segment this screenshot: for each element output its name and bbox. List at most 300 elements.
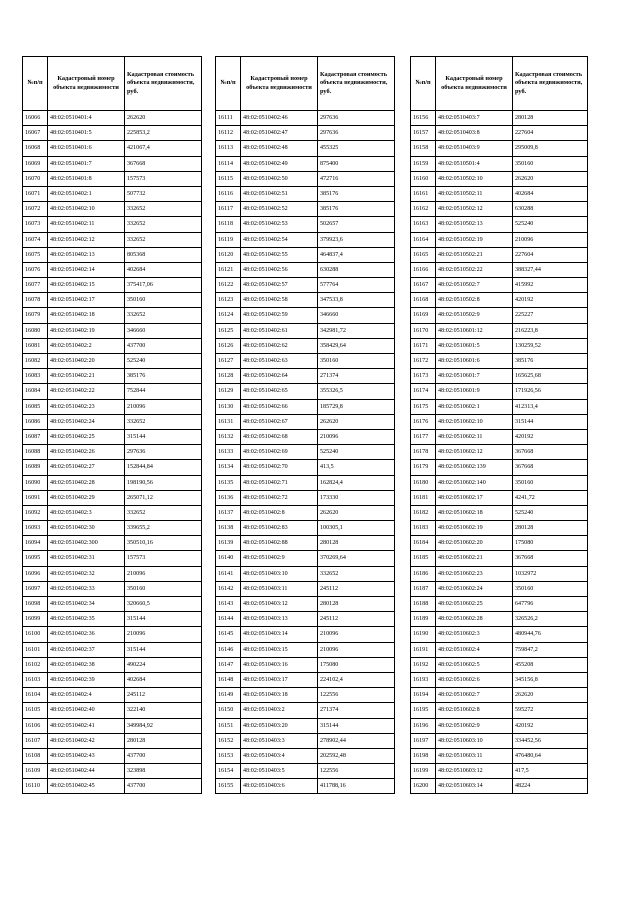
table-row xyxy=(216,718,395,733)
cadastral-cost: 320660,5 xyxy=(125,597,202,612)
table-row xyxy=(411,581,588,596)
cadastral-number: 48:02:0510402:45 xyxy=(48,779,125,794)
table-row xyxy=(216,475,395,490)
row-number: 16082 xyxy=(23,354,48,369)
row-number: 16192 xyxy=(411,657,436,672)
cadastral-number: 48:02:0510403:12 xyxy=(241,597,318,612)
row-number: 16070 xyxy=(23,171,48,186)
row-number: 16095 xyxy=(23,551,48,566)
cadastral-number: 48:02:0510402:21 xyxy=(48,369,125,384)
table-row xyxy=(23,703,202,718)
row-number: 16101 xyxy=(23,642,48,657)
header-cost: Кадастровая стоимость объекта недвижимости, руб. xyxy=(318,57,395,111)
table-row xyxy=(23,384,202,399)
table-row xyxy=(216,672,395,687)
table-row xyxy=(411,551,588,566)
table-row xyxy=(216,247,395,262)
cadastral-cost: 175080 xyxy=(513,536,588,551)
cadastral-number: 48:02:0510403:5 xyxy=(241,764,318,779)
table-row xyxy=(411,293,588,308)
table-row xyxy=(23,232,202,247)
cadastral-cost: 262620 xyxy=(318,505,395,520)
cadastral-cost: 202592,48 xyxy=(318,748,395,763)
cadastral-cost: 595272 xyxy=(513,703,588,718)
header-cost: Кадастровая стоимость объекта недвижимости, руб. xyxy=(513,57,588,111)
table-row xyxy=(216,323,395,338)
cadastral-number: 48:02:0510502:10 xyxy=(436,171,513,186)
table-row xyxy=(23,111,202,126)
table-row xyxy=(411,505,588,520)
cadastral-number: 48:02:0510402:46 xyxy=(241,111,318,126)
cadastral-cost: 630288 xyxy=(513,202,588,217)
cadastral-cost: 100305,1 xyxy=(318,521,395,536)
cadastral-number: 48:02:0510403:20 xyxy=(241,718,318,733)
row-number: 16159 xyxy=(411,156,436,171)
cadastral-cost: 295009,8 xyxy=(513,141,588,156)
cadastral-cost: 332652 xyxy=(125,232,202,247)
cadastral-number: 48:02:0510502:21 xyxy=(436,247,513,262)
cadastral-number: 48:02:0510402:31 xyxy=(48,551,125,566)
table-row xyxy=(216,429,395,444)
row-number: 16121 xyxy=(216,262,241,277)
row-number: 16066 xyxy=(23,111,48,126)
cadastral-cost: 388327,44 xyxy=(513,262,588,277)
row-number: 16113 xyxy=(216,141,241,156)
row-number: 16169 xyxy=(411,308,436,323)
cadastral-cost: 245112 xyxy=(318,612,395,627)
table-row xyxy=(411,141,588,156)
table-row xyxy=(216,536,395,551)
cadastral-number: 48:02:0510502:8 xyxy=(436,293,513,308)
table-row xyxy=(23,141,202,156)
row-number: 16091 xyxy=(23,490,48,505)
cadastral-number: 48:02:0510402:34 xyxy=(48,597,125,612)
table-row xyxy=(411,278,588,293)
cadastral-cost: 297636 xyxy=(318,126,395,141)
cadastral-cost: 332652 xyxy=(125,308,202,323)
cadastral-number: 48:02:0510402:32 xyxy=(48,566,125,581)
cadastral-number: 48:02:0510402:28 xyxy=(48,475,125,490)
cadastral-number: 48:02:0510402:52 xyxy=(241,202,318,217)
cadastral-number: 48:02:0510602:1 xyxy=(436,399,513,414)
header-num: №п/п xyxy=(216,57,241,111)
table-row xyxy=(216,581,395,596)
cadastral-cost: 759847,2 xyxy=(513,642,588,657)
cadastral-number: 48:02:0510402:43 xyxy=(48,748,125,763)
row-number: 16173 xyxy=(411,369,436,384)
table-row xyxy=(411,156,588,171)
row-number: 16103 xyxy=(23,672,48,687)
table-row xyxy=(23,338,202,353)
table-row xyxy=(23,202,202,217)
row-number: 16111 xyxy=(216,111,241,126)
cadastral-cost: 122556 xyxy=(318,688,395,703)
table-row xyxy=(23,171,202,186)
row-number: 16118 xyxy=(216,217,241,232)
cadastral-cost: 262620 xyxy=(513,688,588,703)
cadastral-table-1 xyxy=(22,56,202,794)
cadastral-number: 48:02:0510502:9 xyxy=(436,308,513,323)
cadastral-number: 48:02:0510402:58 xyxy=(241,293,318,308)
cadastral-number: 48:02:0510602:10 xyxy=(436,414,513,429)
table-row xyxy=(23,688,202,703)
cadastral-number: 48:02:0510402:55 xyxy=(241,247,318,262)
row-number: 16197 xyxy=(411,733,436,748)
cadastral-number: 48:02:0510403:9 xyxy=(436,141,513,156)
cadastral-number: 48:02:0510402:22 xyxy=(48,384,125,399)
table-row xyxy=(216,262,395,277)
cadastral-cost: 345156,8 xyxy=(513,672,588,687)
cadastral-number: 48:02:0510402:67 xyxy=(241,414,318,429)
row-number: 16165 xyxy=(411,247,436,262)
cadastral-number: 48:02:0510602:7 xyxy=(436,688,513,703)
cadastral-number: 48:02:0510601:5 xyxy=(436,338,513,353)
row-number: 16068 xyxy=(23,141,48,156)
cadastral-cost: 349984,92 xyxy=(125,718,202,733)
cadastral-number: 48:02:0510402:40 xyxy=(48,703,125,718)
header-row xyxy=(23,57,202,111)
cadastral-cost: 171926,56 xyxy=(513,384,588,399)
table-row xyxy=(216,445,395,460)
cadastral-number: 48:02:0510402:72 xyxy=(241,490,318,505)
table-row xyxy=(23,278,202,293)
cadastral-number: 48:02:0510402:11 xyxy=(48,217,125,232)
cadastral-cost: 413,5 xyxy=(318,460,395,475)
cadastral-cost: 417,5 xyxy=(513,764,588,779)
row-number: 16175 xyxy=(411,399,436,414)
cadastral-cost: 210096 xyxy=(513,232,588,247)
row-number: 16077 xyxy=(23,278,48,293)
table-row xyxy=(23,323,202,338)
table-row xyxy=(23,779,202,794)
cadastral-number: 48:02:0510402:33 xyxy=(48,581,125,596)
row-number: 16186 xyxy=(411,566,436,581)
cadastral-number: 48:02:0510602:140 xyxy=(436,475,513,490)
cadastral-number: 48:02:0510401:8 xyxy=(48,171,125,186)
row-number: 16196 xyxy=(411,718,436,733)
cadastral-cost: 162824,4 xyxy=(318,475,395,490)
row-number: 16131 xyxy=(216,414,241,429)
table-row xyxy=(23,581,202,596)
table-row xyxy=(411,703,588,718)
table-row xyxy=(411,369,588,384)
table-row xyxy=(216,399,395,414)
row-number: 16093 xyxy=(23,521,48,536)
row-number: 16149 xyxy=(216,688,241,703)
cadastral-number: 48:02:0510602:19 xyxy=(436,521,513,536)
row-number: 16182 xyxy=(411,505,436,520)
cadastral-cost: 370269,64 xyxy=(318,551,395,566)
row-number: 16167 xyxy=(411,278,436,293)
cadastral-number: 48:02:0510402:39 xyxy=(48,672,125,687)
table-row xyxy=(411,718,588,733)
cadastral-number: 48:02:0510602:23 xyxy=(436,566,513,581)
row-number: 16133 xyxy=(216,445,241,460)
cadastral-number: 48:02:0510403:17 xyxy=(241,672,318,687)
cadastral-number: 48:02:0510403:8 xyxy=(436,126,513,141)
header-cadnum: Кадастровый номер объекта недвижимости xyxy=(241,57,318,111)
cadastral-number: 48:02:0510502:19 xyxy=(436,232,513,247)
table-row xyxy=(411,111,588,126)
cadastral-number: 48:02:0510402:54 xyxy=(241,232,318,247)
row-number: 16157 xyxy=(411,126,436,141)
row-number: 16153 xyxy=(216,748,241,763)
cadastral-cost: 752844 xyxy=(125,384,202,399)
row-number: 16099 xyxy=(23,612,48,627)
table-row xyxy=(411,354,588,369)
cadastral-number: 48:02:0510402:27 xyxy=(48,460,125,475)
table-row xyxy=(216,126,395,141)
cadastral-cost: 358429,64 xyxy=(318,338,395,353)
table-row xyxy=(216,505,395,520)
row-number: 16122 xyxy=(216,278,241,293)
table-row xyxy=(411,475,588,490)
table-row xyxy=(216,202,395,217)
table-row xyxy=(23,414,202,429)
cadastral-number: 48:02:0510402:35 xyxy=(48,612,125,627)
cadastral-number: 48:02:0510602:3 xyxy=(436,627,513,642)
row-number: 16184 xyxy=(411,536,436,551)
cadastral-cost: 280128 xyxy=(318,597,395,612)
cadastral-cost: 225227 xyxy=(513,308,588,323)
cadastral-number: 48:02:0510402:51 xyxy=(241,186,318,201)
cadastral-number: 48:02:0510402:14 xyxy=(48,262,125,277)
row-number: 16129 xyxy=(216,384,241,399)
row-number: 16189 xyxy=(411,612,436,627)
table-row xyxy=(411,566,588,581)
cadastral-cost: 271374 xyxy=(318,369,395,384)
table-row xyxy=(23,642,202,657)
row-number: 16154 xyxy=(216,764,241,779)
cadastral-number: 48:02:0510402:70 xyxy=(241,460,318,475)
cadastral-number: 48:02:0510402:49 xyxy=(241,156,318,171)
table-row xyxy=(411,657,588,672)
table-row xyxy=(23,490,202,505)
table-row xyxy=(23,566,202,581)
table-row xyxy=(216,171,395,186)
row-number: 16140 xyxy=(216,551,241,566)
header-num: №п/п xyxy=(411,57,436,111)
table-row xyxy=(411,202,588,217)
cadastral-number: 48:02:0510403:10 xyxy=(241,566,318,581)
row-number: 16176 xyxy=(411,414,436,429)
row-number: 16130 xyxy=(216,399,241,414)
cadastral-cost: 367668 xyxy=(513,551,588,566)
cadastral-number: 48:02:0510502:22 xyxy=(436,262,513,277)
row-number: 16148 xyxy=(216,672,241,687)
cadastral-number: 48:02:0510403:7 xyxy=(436,111,513,126)
cadastral-cost: 421067,4 xyxy=(125,141,202,156)
table-row xyxy=(23,521,202,536)
row-number: 16132 xyxy=(216,429,241,444)
table-row xyxy=(23,748,202,763)
table-row xyxy=(411,460,588,475)
cadastral-cost: 350160 xyxy=(125,293,202,308)
table-row xyxy=(216,490,395,505)
row-number: 16150 xyxy=(216,703,241,718)
table-row xyxy=(411,688,588,703)
cadastral-cost: 339655,2 xyxy=(125,521,202,536)
table-row xyxy=(411,733,588,748)
cadastral-number: 48:02:0510602:21 xyxy=(436,551,513,566)
cadastral-cost: 525240 xyxy=(513,505,588,520)
cadastral-number: 48:02:0510402:37 xyxy=(48,642,125,657)
table-row xyxy=(23,597,202,612)
row-number: 16112 xyxy=(216,126,241,141)
row-number: 16076 xyxy=(23,262,48,277)
cadastral-cost: 367668 xyxy=(513,445,588,460)
table-row xyxy=(216,460,395,475)
table-row xyxy=(411,217,588,232)
row-number: 16174 xyxy=(411,384,436,399)
table-row xyxy=(411,232,588,247)
row-number: 16135 xyxy=(216,475,241,490)
cadastral-number: 48:02:0510402:10 xyxy=(48,202,125,217)
row-number: 16105 xyxy=(23,703,48,718)
cadastral-number: 48:02:0510401:4 xyxy=(48,111,125,126)
row-number: 16069 xyxy=(23,156,48,171)
table-row xyxy=(23,460,202,475)
cadastral-cost: 472716 xyxy=(318,171,395,186)
row-number: 16152 xyxy=(216,733,241,748)
cadastral-number: 48:02:0510402:57 xyxy=(241,278,318,293)
table-row xyxy=(411,672,588,687)
row-number: 16079 xyxy=(23,308,48,323)
row-number: 16163 xyxy=(411,217,436,232)
cadastral-cost: 402684 xyxy=(125,262,202,277)
row-number: 16080 xyxy=(23,323,48,338)
table-row xyxy=(411,445,588,460)
table-row xyxy=(411,399,588,414)
cadastral-number: 48:02:0510601:6 xyxy=(436,354,513,369)
cadastral-number: 48:02:0510402:24 xyxy=(48,414,125,429)
cadastral-number: 48:02:0510602:6 xyxy=(436,672,513,687)
table-row xyxy=(23,429,202,444)
table-row xyxy=(411,627,588,642)
cadastral-cost: 367668 xyxy=(125,156,202,171)
row-number: 16084 xyxy=(23,384,48,399)
table-row xyxy=(216,232,395,247)
cadastral-number: 48:02:0510602:18 xyxy=(436,505,513,520)
row-number: 16180 xyxy=(411,475,436,490)
table-row xyxy=(216,627,395,642)
cadastral-cost: 379923,6 xyxy=(318,232,395,247)
table-row xyxy=(411,247,588,262)
table-row xyxy=(411,779,588,794)
header-row xyxy=(216,57,395,111)
row-number: 16104 xyxy=(23,688,48,703)
table-row xyxy=(216,156,395,171)
row-number: 16119 xyxy=(216,232,241,247)
table-row xyxy=(216,338,395,353)
row-number: 16188 xyxy=(411,597,436,612)
row-number: 16139 xyxy=(216,536,241,551)
table-row xyxy=(216,703,395,718)
row-number: 16078 xyxy=(23,293,48,308)
cadastral-cost: 347533,8 xyxy=(318,293,395,308)
row-number: 16100 xyxy=(23,627,48,642)
cadastral-cost: 385176 xyxy=(513,354,588,369)
table-row xyxy=(216,308,395,323)
row-number: 16125 xyxy=(216,323,241,338)
table-row xyxy=(23,505,202,520)
table-row xyxy=(23,672,202,687)
table-row xyxy=(23,126,202,141)
table-row xyxy=(216,612,395,627)
row-number: 16123 xyxy=(216,293,241,308)
cadastral-cost: 332652 xyxy=(318,566,395,581)
cadastral-cost: 402684 xyxy=(513,186,588,201)
cadastral-number: 48:02:0510601:12 xyxy=(436,323,513,338)
cadastral-cost: 437700 xyxy=(125,779,202,794)
table-row xyxy=(216,764,395,779)
row-number: 16195 xyxy=(411,703,436,718)
cadastral-cost: 350160 xyxy=(318,354,395,369)
cadastral-cost: 437700 xyxy=(125,748,202,763)
table-row xyxy=(216,186,395,201)
cadastral-cost: 48224 xyxy=(513,779,588,794)
row-number: 16181 xyxy=(411,490,436,505)
table-row xyxy=(216,642,395,657)
cadastral-cost: 297636 xyxy=(318,111,395,126)
cadastral-cost: 4241,72 xyxy=(513,490,588,505)
cadastral-cost: 411788,16 xyxy=(318,779,395,794)
row-number: 16151 xyxy=(216,718,241,733)
cadastral-cost: 420192 xyxy=(513,429,588,444)
cadastral-cost: 157573 xyxy=(125,551,202,566)
cadastral-cost: 280128 xyxy=(513,111,588,126)
cadastral-number: 48:02:0510402:19 xyxy=(48,323,125,338)
cadastral-number: 48:02:0510402:12 xyxy=(48,232,125,247)
row-number: 16161 xyxy=(411,186,436,201)
cadastral-number: 48:02:0510602:28 xyxy=(436,612,513,627)
row-number: 16190 xyxy=(411,627,436,642)
cadastral-number: 48:02:0510502:13 xyxy=(436,217,513,232)
cadastral-number: 48:02:0510402:4 xyxy=(48,688,125,703)
row-number: 16162 xyxy=(411,202,436,217)
row-number: 16143 xyxy=(216,597,241,612)
cadastral-cost: 262620 xyxy=(513,171,588,186)
row-number: 16158 xyxy=(411,141,436,156)
table-row xyxy=(411,126,588,141)
cadastral-number: 48:02:0510401:7 xyxy=(48,156,125,171)
cadastral-number: 48:02:0510402:48 xyxy=(241,141,318,156)
cadastral-cost: 210096 xyxy=(125,566,202,581)
cadastral-number: 48:02:0510402:69 xyxy=(241,445,318,460)
row-number: 16089 xyxy=(23,460,48,475)
table-row xyxy=(411,429,588,444)
cadastral-cost: 265071,12 xyxy=(125,490,202,505)
table-row xyxy=(23,612,202,627)
row-number: 16067 xyxy=(23,126,48,141)
cadastral-cost: 805368 xyxy=(125,247,202,262)
cadastral-table-3 xyxy=(410,56,588,794)
cadastral-cost: 262620 xyxy=(125,111,202,126)
cadastral-number: 48:02:0510402:56 xyxy=(241,262,318,277)
cadastral-cost: 227604 xyxy=(513,247,588,262)
cadastral-cost: 577764 xyxy=(318,278,395,293)
cadastral-cost: 525240 xyxy=(125,354,202,369)
cadastral-cost: 420192 xyxy=(513,718,588,733)
cadastral-number: 48:02:0510601:9 xyxy=(436,384,513,399)
row-number: 16083 xyxy=(23,369,48,384)
cadastral-number: 48:02:0510402:68 xyxy=(241,429,318,444)
cadastral-number: 48:02:0510502:12 xyxy=(436,202,513,217)
cadastral-number: 48:02:0510403:18 xyxy=(241,688,318,703)
table-row xyxy=(216,657,395,672)
cadastral-cost: 385176 xyxy=(318,186,395,201)
cadastral-cost: 647796 xyxy=(513,597,588,612)
